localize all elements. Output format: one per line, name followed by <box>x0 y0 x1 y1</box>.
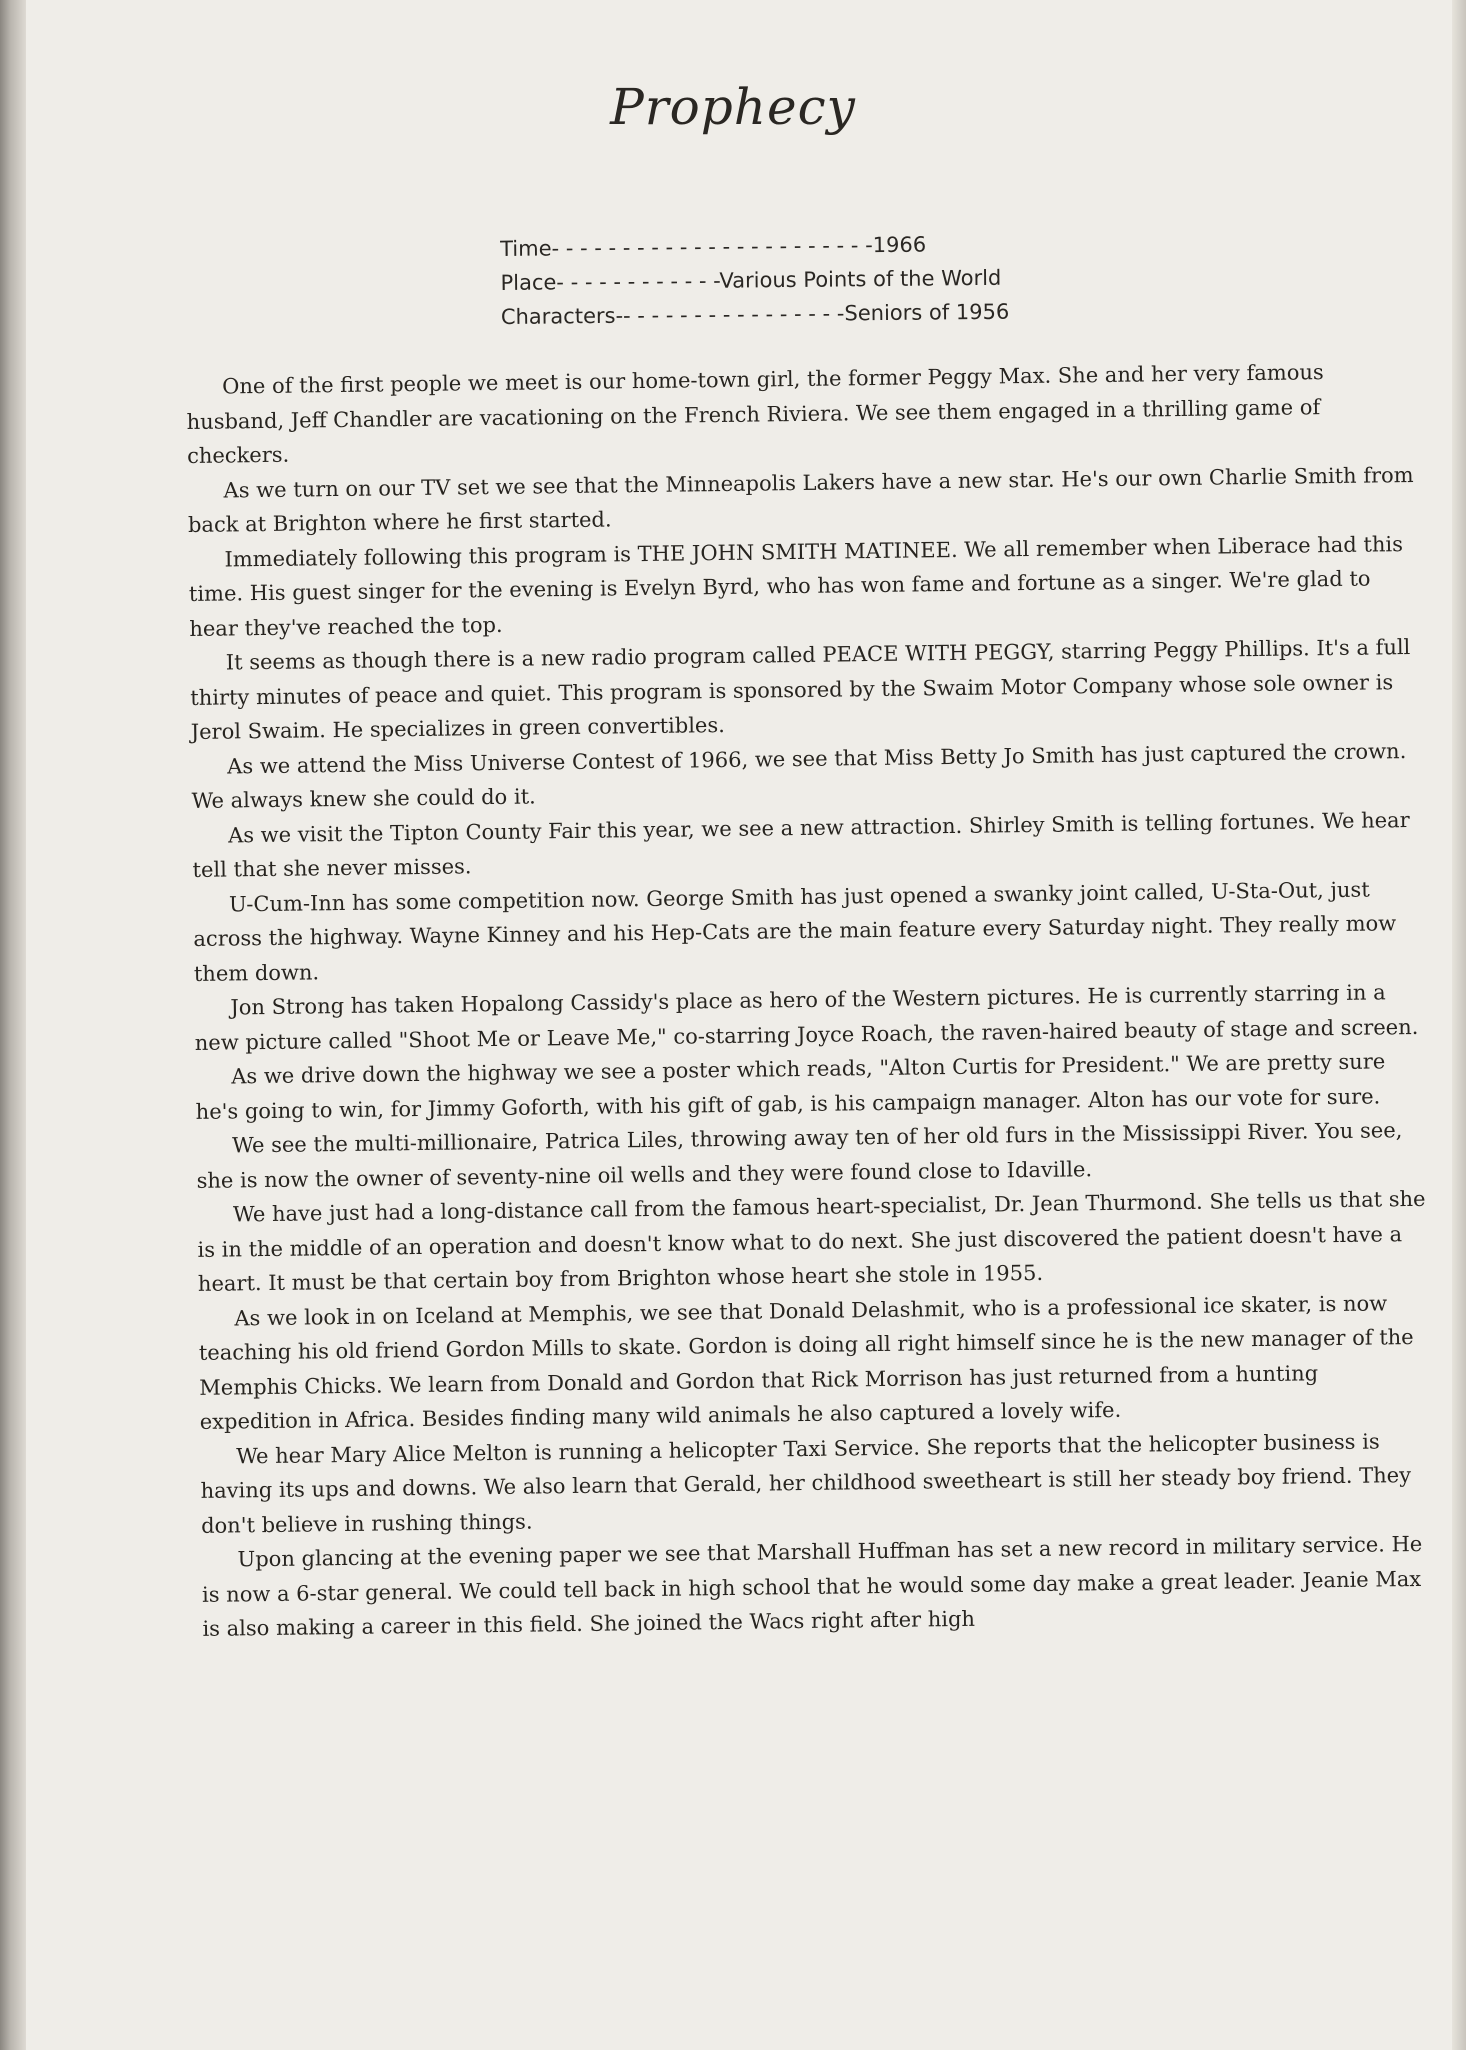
paragraph: One of the first people we meet is our home-town girl, the former Peggy Max. She and her very famous husband, Jeff Chandler are vacationing on the French Riviera. We see them engaged in a thrilling game of checkers. <box>186 360 1324 468</box>
paragraph: As we drive down the highway we see a poster which reads, "Alton Curtis for President." We are pretty sure he's going to win, for Jimmy Goforth, with his gift of gab, is his campaign manager. Alton has our vote for sure. <box>195 1049 1386 1124</box>
page-right-edge <box>1452 0 1466 2050</box>
paragraph: U-Cum-Inn has some competition now. George Smith has just opened a swanky joint called, U-Sta-Out, just across the highway. Wayne Kinney and his Hep-Cats are the main feature every Saturday night. They really mow them down. <box>193 877 1397 986</box>
header-place: Place- - - - - - - - - - - -Various Points of the World <box>500 265 1002 295</box>
paragraph: As we turn on our TV set we see that the Minneapolis Lakers have a new star. He's our own Charlie Smith from back at Brighton where he first started. <box>187 462 1414 537</box>
paragraph: Immediately following this program is THE JOHN SMITH MATINEE. We all remember when Liberace had this time. His guest singer for the evening is Evelyn Byrd, who has won fame and fortune as a singer. We're glad to hear they've reached the top. <box>188 531 1404 641</box>
paragraph: We hear Mary Alice Melton is running a helicopter Taxi Service. She reports that the helicopter business is having its ups and downs. We also learn that Gerald, her childhood sweetheart is still her steady boy friend. They don't believe in rushing things. <box>200 1428 1412 1538</box>
header-characters: Characters-- - - - - - - - - - - - - - - -Seniors of 1956 <box>500 299 1010 329</box>
paragraph: Jon Strong has taken Hopalong Cassidy's place as hero of the Western pictures. He is currently starring in a new picture called "Shoot Me or Leave Me," co-starring Joyce Roach, the raven-haired beauty of stage and screen. <box>194 980 1419 1055</box>
paragraph: It seems as though there is a new radio program called PEACE WITH PEGGY, starring Peggy Phillips. It's a full thirty minutes of peace and quiet. This program is sponsored by the Swaim Motor Company whose sole owner is Jerol Swaim. He specializes in green convertibles. <box>190 634 1411 744</box>
header-time: Time- - - - - - - - - - - - - - - - - - - - - - -1966 <box>500 232 927 261</box>
paragraph: As we visit the Tipton County Fair this year, we see a new attraction. Shirley Smith is telling fortunes. We hear tell that she never misses. <box>192 807 1410 882</box>
page-binding-edge <box>0 0 26 2050</box>
prophecy-body <box>186 354 1435 1647</box>
paragraph: We have just had a long-distance call from the famous heart-specialist, Dr. Jean Thurmond. She tells us that she is in the middle of an operation and doesn't know what to do next. She just discovered the patient doesn't have a heart. It must be that certain boy from Brighton whose heart she stole in 1955. <box>197 1186 1426 1296</box>
paragraph: As we look in on Iceland at Memphis, we see that Donald Delashmit, who is a professional ice skater, is now teaching his old friend Gordon Mills to skate. Gordon is doing all right himself since he is the new manager of the Memphis Chicks. We learn from Donald and Gordon that Rick Morrison has just returned from a hunting expedition in Africa. Besides finding many wild animals he also captured a lovely wife. <box>198 1290 1414 1434</box>
paragraph: We see the multi-millionaire, Patrica Liles, throwing away ten of her old furs in the Mississippi River. You see, she is now the owner of seventy-nine oil wells and they were found close to Idaville. <box>196 1118 1403 1193</box>
paragraph: Upon glancing at the evening paper we see that Marshall Huffman has set a new record in military service. He is now a 6-star general. We could tell back in high school that he would some day make a great leader. Jeanie Max is also making a career in this field. She joined the Wacs right after high <box>201 1531 1423 1641</box>
prophecy-header <box>500 226 1101 334</box>
page-title: Prophecy <box>610 78 856 136</box>
paragraph: As we attend the Miss Universe Contest of 1966, we see that Miss Betty Jo Smith has just captured the crown. We always knew she could do it. <box>191 738 1407 813</box>
